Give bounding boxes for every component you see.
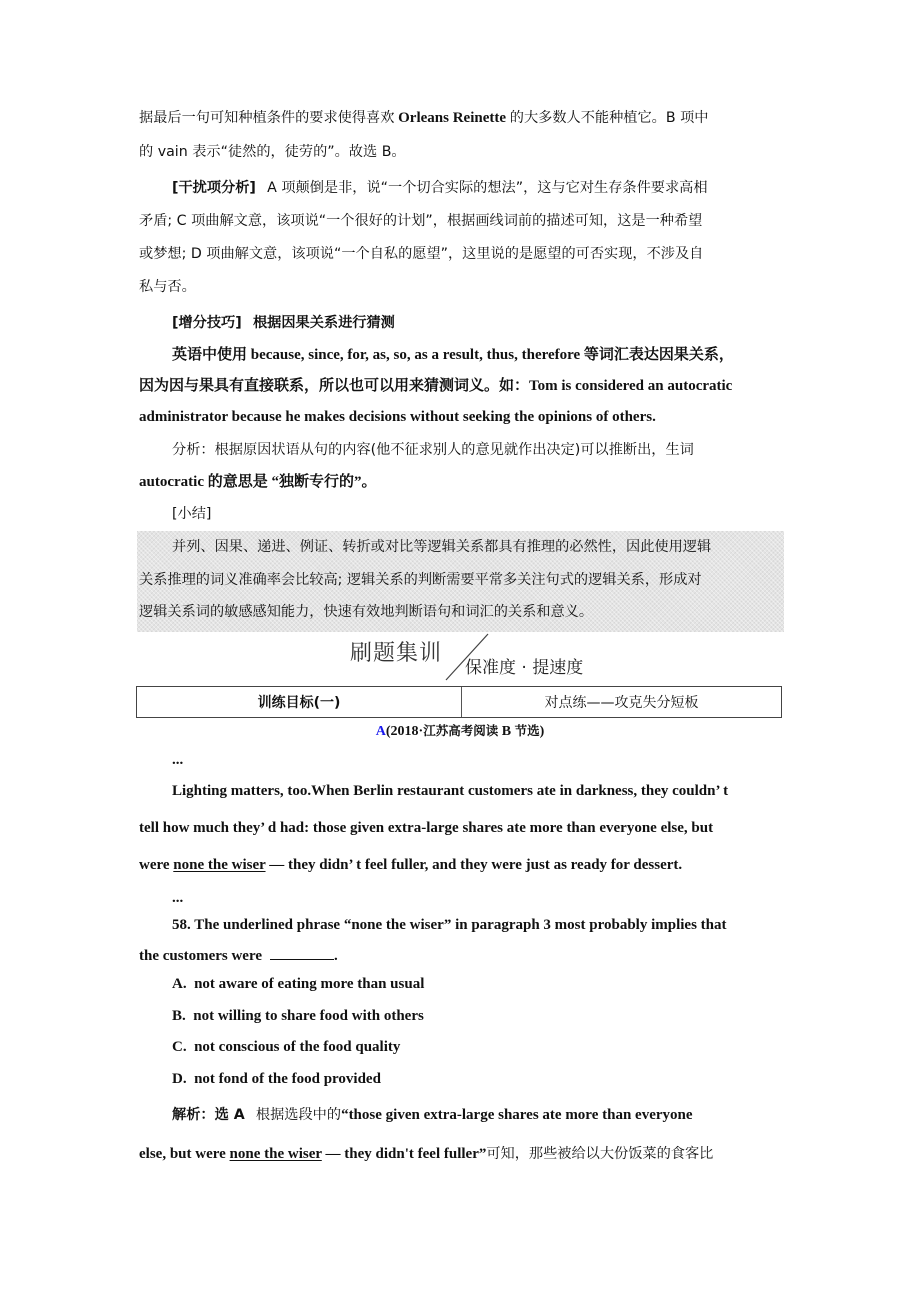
distractor-line-2: 矛盾; C 项曲解文意，该项说“一个很好的计划”，根据画线词前的描述可知，这是一种希望: [139, 213, 703, 229]
option-b: [172, 1006, 424, 1026]
option-text: not conscious of the food quality: [194, 1039, 401, 1055]
summary-line-1: 并列、因果、递进、例证、转折或对比等逻辑关系都具有推理的必然性，因此使用逻辑: [172, 539, 712, 555]
answer-label: 解析：选 A: [172, 1107, 245, 1123]
distractor-label: [干扰项分析]: [172, 180, 256, 196]
passage-line-2: tell how much they’ d had: those given extra-large shares ate more than everyone else, but: [139, 820, 714, 836]
option-key: C.: [172, 1039, 187, 1055]
option-key: D.: [172, 1071, 187, 1087]
source-section: B: [498, 724, 515, 739]
passage-source: [0, 721, 920, 742]
training-goal-table: [136, 686, 782, 718]
tip-line-1: 英语中使用 because, since, for, as, so, as a result, thus, therefore 等词汇表达因果关系，: [172, 347, 734, 363]
intro-line-2: 的 vain 表示“徒然的，徒劳的”。故选 B。: [139, 144, 406, 160]
answer-quote: — they didn't feel fuller”: [321, 1146, 487, 1162]
tip-analysis-1: 分析：根据原因状语从句的内容(他不征求别人的意见就作出决定)可以推断出，生词: [172, 442, 694, 458]
tip-line-2: 因为因与果具有直接联系，所以也可以用来猜测词义。如：Tom is considered an autocratic: [139, 378, 733, 394]
distractor-line-3: 或梦想; D 项曲解文意，该项说“一个自私的愿望”，这里说的是愿望的可否实现，不涉及自: [139, 246, 704, 262]
intro-text-cn: 据最后一句可知种植条件的要求使得喜欢: [139, 110, 395, 126]
tip-heading: [172, 313, 395, 333]
option-d: [172, 1069, 381, 1089]
tip-label: [增分技巧]: [172, 315, 242, 331]
source-close: ): [539, 724, 545, 739]
banner-title: 刷题集训: [350, 641, 443, 666]
passage-ellipsis-bottom: ...: [172, 890, 184, 906]
tip-analysis-2: autocratic 的意思是 “独断专行的”。: [139, 474, 377, 490]
passage-text: — they didn’ t feel fuller, and they were just as ready for dessert.: [265, 857, 683, 873]
banner-subtitle: 保准度 · 提速度: [465, 658, 584, 678]
underlined-phrase: none the wiser: [229, 1146, 322, 1162]
passage-ellipsis-top: ...: [172, 752, 184, 768]
question-stem: The underlined phrase “none the wiser” in paragraph 3 most probably implies that: [190, 917, 727, 933]
table-cell-practice: 对点练——攻克失分短板: [544, 695, 699, 711]
option-text: not fond of the food provided: [194, 1071, 381, 1087]
summary-line-3: 逻辑关系词的敏感感知能力，快速有效地判断语句和词汇的关系和意义。: [139, 604, 594, 620]
answer-line-2: [139, 1144, 713, 1164]
question-stem-cont: the customers were: [139, 948, 263, 964]
option-c: [172, 1037, 400, 1057]
tip-title: 根据因果关系进行猜测: [252, 315, 395, 331]
passage-line-1: Lighting matters, too.When Berlin restaurant customers ate in darkness, they couldn’ t: [172, 783, 729, 799]
question-line-2: [139, 945, 338, 966]
answer-quote: else, but were: [139, 1146, 230, 1162]
table-cell-goal: 训练目标(一): [137, 687, 462, 717]
intro-line-1: [139, 108, 708, 128]
question-period: .: [334, 948, 338, 964]
option-key: A.: [172, 976, 187, 992]
answer-line-1: [172, 1105, 693, 1125]
answer-text-cn: 可知，那些被给以大份饭菜的食客比: [486, 1146, 714, 1162]
source-tail: 节选: [514, 723, 540, 738]
distractor-line-4: 私与否。: [139, 279, 196, 295]
distractor-line-1: [172, 178, 708, 198]
passage-text: were: [139, 857, 174, 873]
intro-text-en: Orleans Reinette: [394, 110, 510, 126]
question-line-1: [172, 915, 727, 935]
answer-blank: [270, 945, 334, 960]
summary-label: [小结]: [172, 506, 212, 522]
passage-line-3: [139, 855, 682, 875]
tip-line-3: administrator because he makes decisions without seeking the opinions of others.: [139, 409, 656, 425]
source-letter: A: [375, 724, 386, 739]
question-number: 58.: [172, 917, 191, 933]
intro-text-cn2: 的大多数人不能种植它。B 项中: [509, 110, 709, 126]
distractor-text: A 项颠倒是非，说“一个切合实际的想法”，这与它对生存条件要求高相: [267, 180, 708, 196]
summary-line-2: 关系推理的词义准确率会比较高; 逻辑关系的判断需要平常多关注句式的逻辑关系，形成对: [139, 572, 702, 588]
option-text: not aware of eating more than usual: [194, 976, 425, 992]
answer-quote: “those given extra-large shares ate more than everyone: [341, 1107, 693, 1123]
underlined-phrase: none the wiser: [173, 857, 266, 873]
option-key: B.: [172, 1008, 186, 1024]
answer-text-cn: 根据选段中的: [255, 1107, 342, 1123]
option-text: not willing to share food with others: [193, 1008, 424, 1024]
option-a: [172, 974, 424, 994]
source-name: 江苏高考阅读: [423, 723, 499, 738]
source-year: (2018·: [385, 724, 424, 739]
